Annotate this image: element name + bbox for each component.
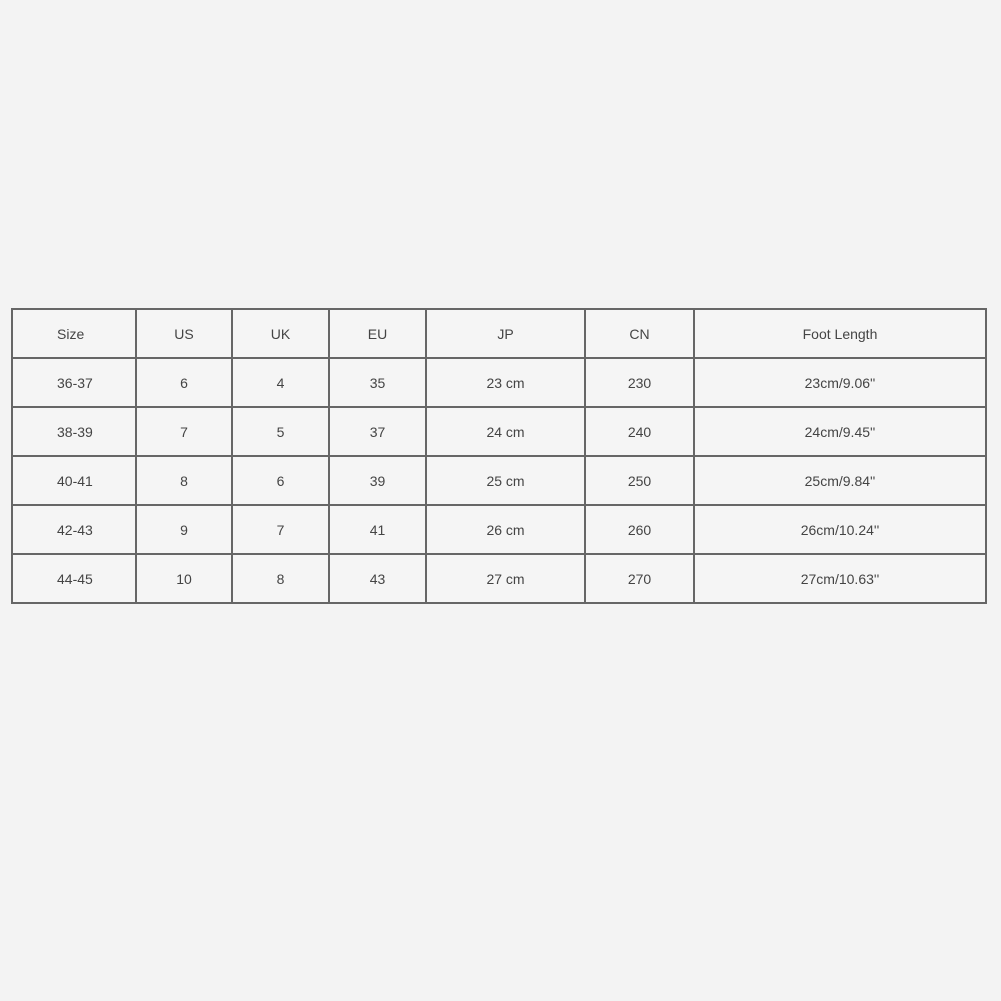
cell-uk: 4 (232, 358, 329, 407)
cell-eu: 37 (329, 407, 426, 456)
size-chart-table (11, 308, 987, 604)
cell-cn: 250 (585, 456, 694, 505)
header-cn: CN (585, 309, 694, 358)
table-row (12, 358, 986, 407)
cell-cn: 270 (585, 554, 694, 603)
header-us: US (136, 309, 232, 358)
table-row (12, 407, 986, 456)
cell-eu: 35 (329, 358, 426, 407)
cell-size: 36-37 (12, 358, 136, 407)
cell-jp: 26 cm (426, 505, 585, 554)
cell-foot-length: 26cm/10.24'' (694, 505, 986, 554)
table-row (12, 505, 986, 554)
cell-us: 6 (136, 358, 232, 407)
cell-us: 10 (136, 554, 232, 603)
cell-foot-length: 25cm/9.84'' (694, 456, 986, 505)
header-foot-length: Foot Length (694, 309, 986, 358)
table-row (12, 456, 986, 505)
cell-size: 40-41 (12, 456, 136, 505)
header-size: Size (12, 309, 136, 358)
cell-uk: 6 (232, 456, 329, 505)
cell-jp: 23 cm (426, 358, 585, 407)
cell-uk: 7 (232, 505, 329, 554)
cell-us: 7 (136, 407, 232, 456)
cell-uk: 5 (232, 407, 329, 456)
cell-size: 38-39 (12, 407, 136, 456)
cell-cn: 240 (585, 407, 694, 456)
cell-us: 8 (136, 456, 232, 505)
cell-cn: 230 (585, 358, 694, 407)
cell-jp: 25 cm (426, 456, 585, 505)
table-row (12, 554, 986, 603)
cell-size: 42-43 (12, 505, 136, 554)
cell-cn: 260 (585, 505, 694, 554)
header-eu: EU (329, 309, 426, 358)
header-uk: UK (232, 309, 329, 358)
cell-eu: 43 (329, 554, 426, 603)
cell-eu: 41 (329, 505, 426, 554)
table-header-row (12, 309, 986, 358)
cell-jp: 24 cm (426, 407, 585, 456)
cell-foot-length: 24cm/9.45'' (694, 407, 986, 456)
cell-uk: 8 (232, 554, 329, 603)
cell-jp: 27 cm (426, 554, 585, 603)
cell-us: 9 (136, 505, 232, 554)
cell-eu: 39 (329, 456, 426, 505)
cell-size: 44-45 (12, 554, 136, 603)
cell-foot-length: 27cm/10.63'' (694, 554, 986, 603)
cell-foot-length: 23cm/9.06'' (694, 358, 986, 407)
header-jp: JP (426, 309, 585, 358)
